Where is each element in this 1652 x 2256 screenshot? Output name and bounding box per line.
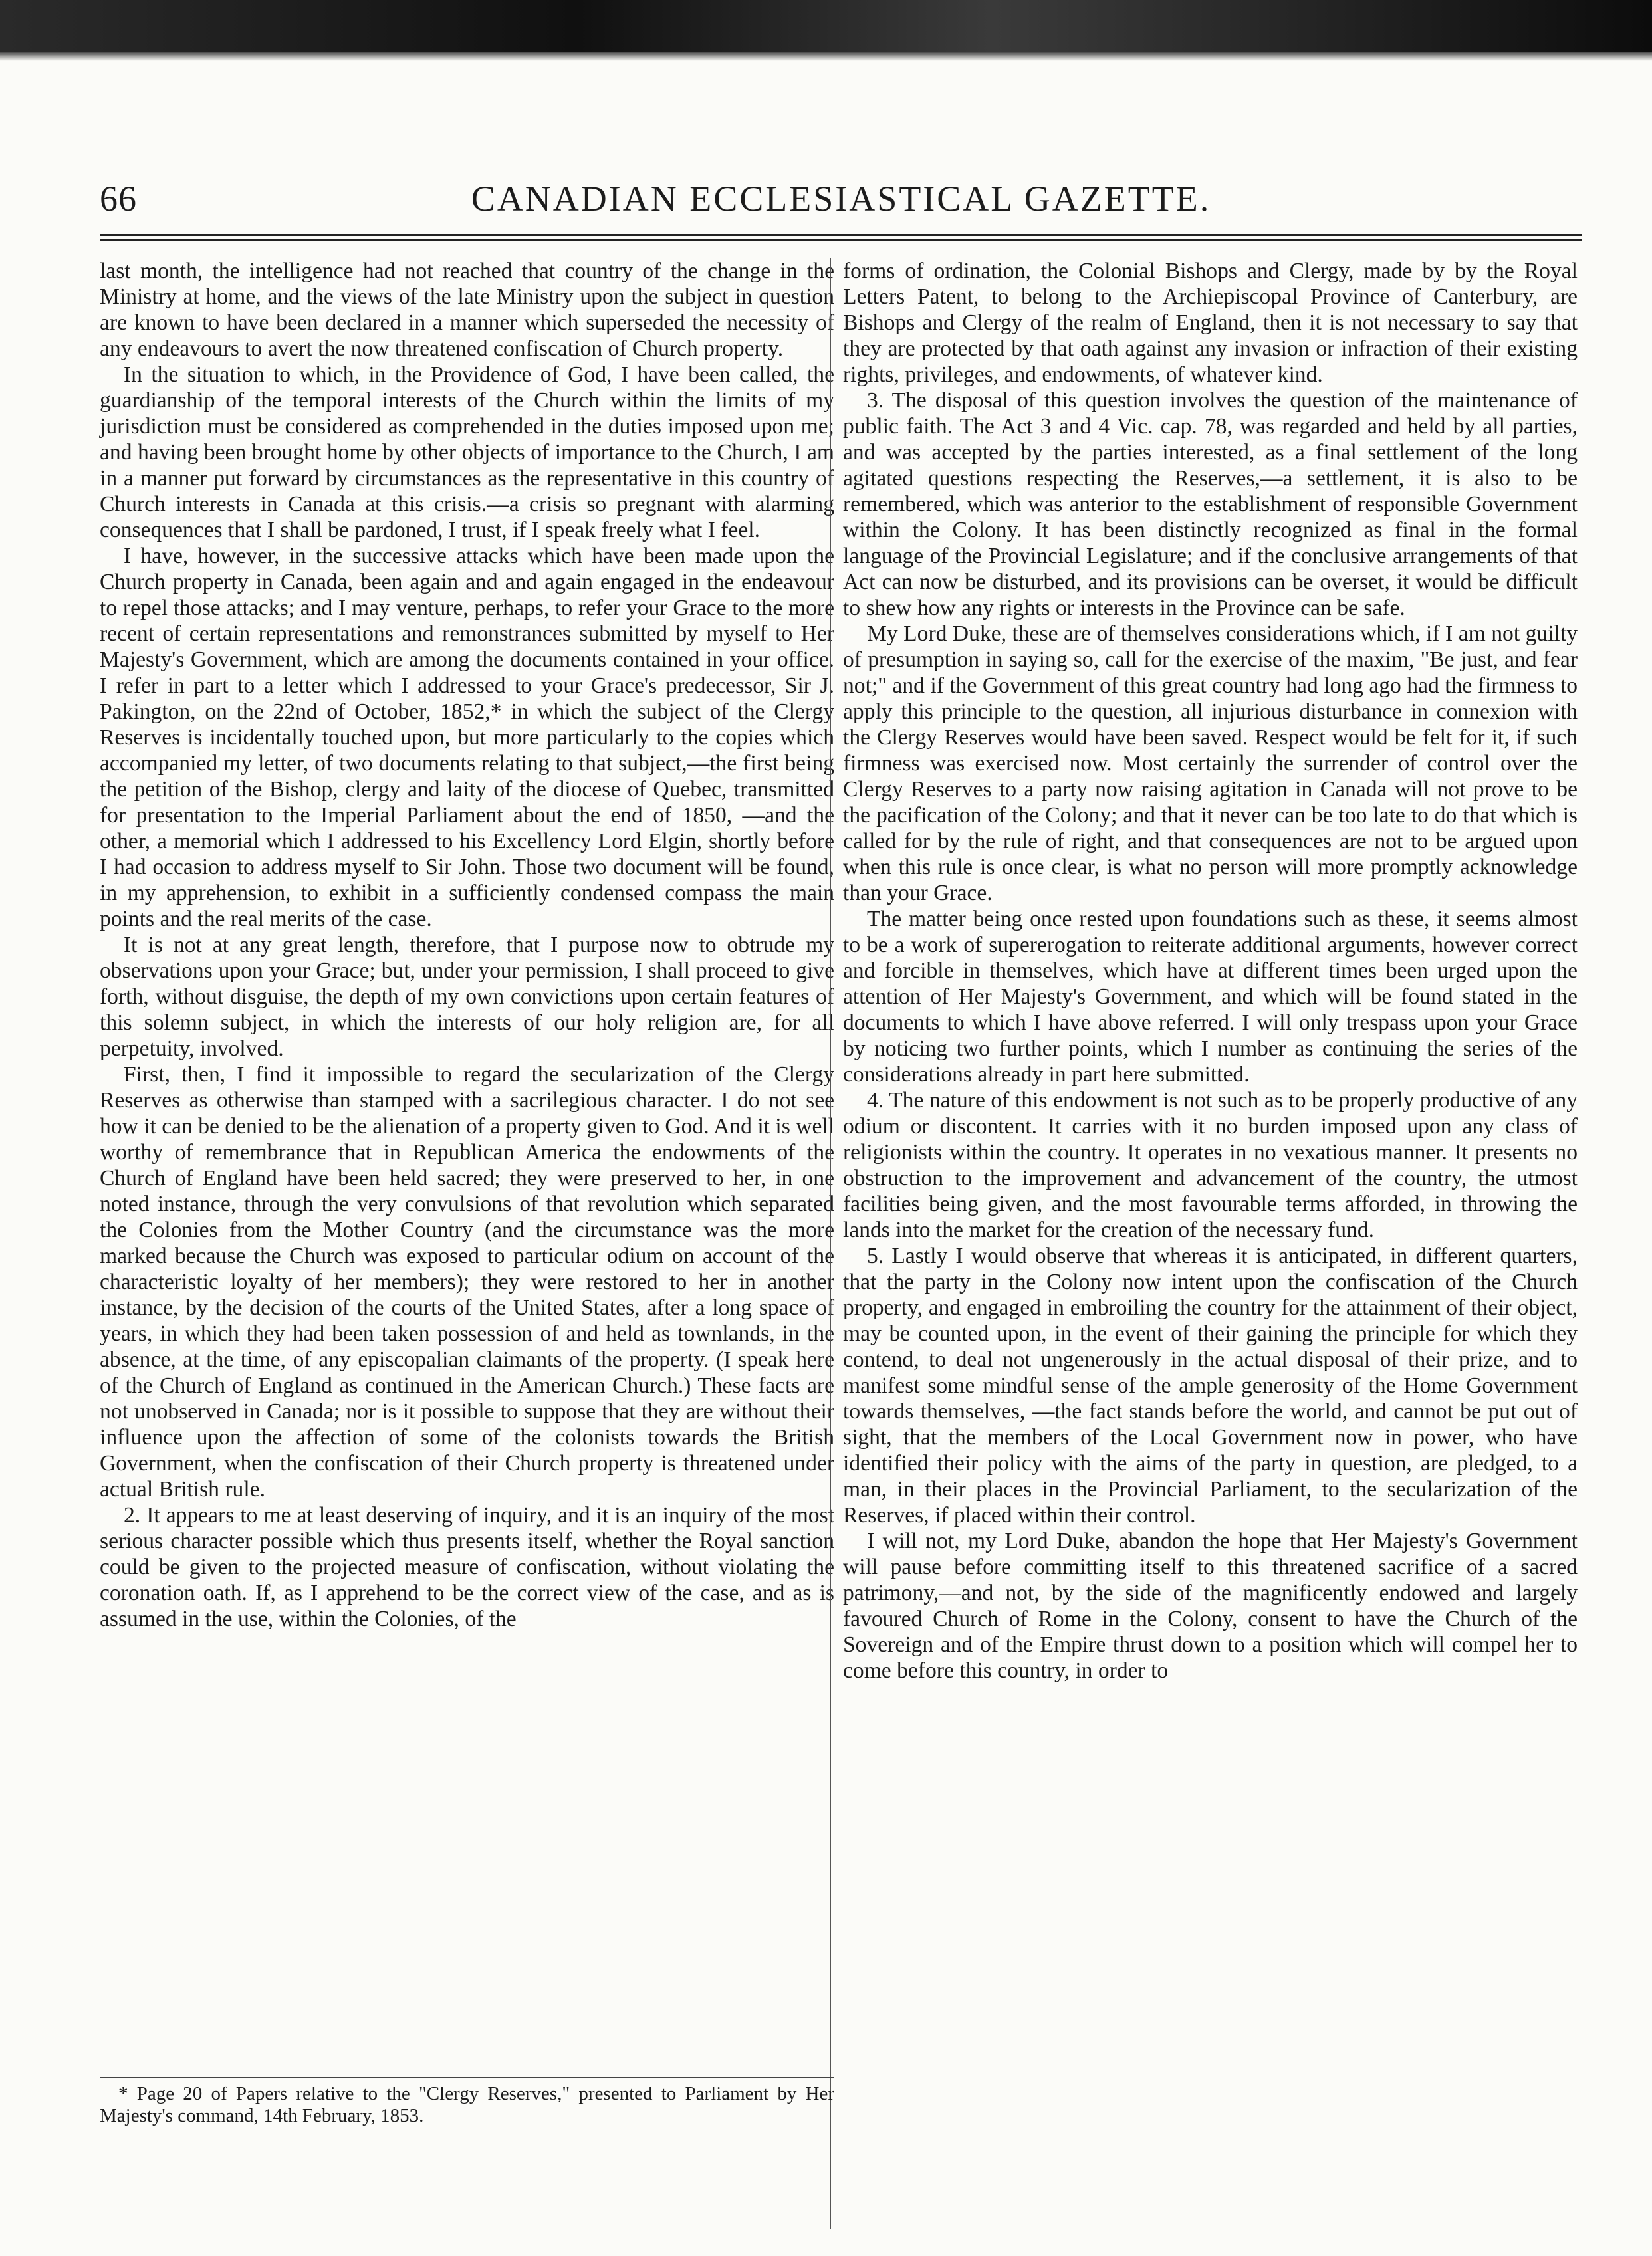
header-rule-lower <box>100 239 1582 241</box>
right-paragraph-1: forms of ordination, the Colonial Bishops and Clergy, made by by the Royal Letters Patent, to belong to the Archiepiscopal Province of Canterbury, are Bishops and Clergy of the realm of England, then it is not necessary to say that they are protected by that oath against any invasion or infraction of their existing rights, privileges, and endowments, of whatever kind. <box>843 259 1578 387</box>
left-paragraph-6: 2. It appears to me at least deserving of inquiry, and it is an inquiry of the most serious character possible which thus presents itself, whether the Royal sanction could be given to the projected measure of confiscation, without violating the coronation oath. If, as I apprehend to be the correct view of the case, and as is assumed in the use, within the Colonies, of the <box>100 1503 834 1631</box>
right-paragraph-6: 5. Lastly I would observe that whereas it is anticipated, in different quarters, that the party in the Colony now intent upon the confiscation of the Church property, and engaged in embroiling the country for the attainment of their object, may be counted upon, in the event of their gaining the principle for which they contend, to deal not ungenerously in the actual disposal of their prize, and to manifest some mindful sense of the ample generosity of the Home Government towards themselves, —the fact stands before the world, and cannot be put out of sight, that the members of the Local Government now in power, who have identified their policy with the aims of the party in question, are pledged, to a man, in their places in the Provincial Parliament, to the secularization of the Reserves, if placed within their control. <box>843 1244 1578 1527</box>
scan-border-fade <box>0 52 1652 61</box>
running-head: CANADIAN ECCLESIASTICAL GAZETTE. <box>471 179 1211 219</box>
right-column <box>843 258 1578 2225</box>
right-paragraph-2: 3. The disposal of this question involves the question of the maintenance of public faith. The Act 3 and 4 Vic. cap. 78, was regarded and held by all parties, and was accepted by the parties interested, as a final settlement of the long agitated questions respecting the Reserves,—a settlement, it is also to be remembered, which was anterior to the establishment of responsible Government within the Colony. It has been distinctly recognized as final in the formal language of the Provincial Legislature; and if the conclusive arrangements of that Act can now be disturbed, and its provisions can be overset, it would be difficult to shew how any rights or interests in the Province can be safe. <box>843 388 1578 620</box>
right-paragraph-4: The matter being once rested upon foundations such as these, it seems almost to be a work of supererogation to reiterate additional arguments, however correct and forcible in themselves, which have at different times been urged upon the attention of Her Majesty's Government, and which will be found stated in the documents to which I have above referred. I will only trespass upon your Grace by noticing two further points, which I number as continuing the series of the considerations already in part here submitted. <box>843 907 1578 1087</box>
left-column <box>100 258 834 2225</box>
right-paragraph-5: 4. The nature of this endowment is not such as to be properly productive of any odium or discontent. It carries with it no burden imposed upon any class of religionists within the country. It operates in no vexatious manner. It presents no obstruction to the improvement and advancement of the country, the utmost facilities being given, and the most favourable terms afforded, in throwing the lands into the market for the creation of the necessary fund. <box>843 1088 1578 1242</box>
right-paragraph-7: I will not, my Lord Duke, abandon the hope that Her Majesty's Government will pause before committing itself to this threatened sacrifice of a sacred patrimony,—and not, by the side of the magnificently endowed and largely favoured Church of Rome in the Colony, consent to have the Church of the Sovereign and of the Empire thrust down to a position which will compel her to come before this country, in order to <box>843 1529 1578 1683</box>
footnote-rule <box>100 2077 834 2078</box>
right-paragraph-3: My Lord Duke, these are of themselves considerations which, if I am not guilty of presumption in saying so, call for the exercise of the maxim, "Be just, and fear not;" and if the Government of this great country had long ago had the firmness to apply this principle to the question, all injurious disturbance in connexion with the Clergy Reserves would have been saved. Respect would be felt for it, if such firmness was exercised now. Most certainly the surrender of control over the Clergy Reserves to a party now raising agitation in Canada will not prove to be the pacification of the Colony; and that it never can be too late to do that which is called for by the rule of right, and that consequences are not to be argued upon when this rule is once clear, is what no person will more promptly acknowledge than your Grace. <box>843 621 1578 905</box>
left-paragraph-5: First, then, I find it impossible to regard the secularization of the Clergy Reserves as otherwise than stamped with a sacrilegious character. I do not see how it can be denied to be the alienation of a property given to God. And it is well worthy of remembrance that in Republican America the endowments of the Church of England have been held sacred; they were preserved to her, in one noted instance, through the very convulsions of that revolution which separated the Colonies from the Mother Country (and the circumstance was the more marked because the Church was exposed to particular odium on account of the characteristic loyalty of her members); they were restored to her in another instance, by the decision of the courts of the United States, after a long space of years, in which they had been taken possession of and held as townlands, in the absence, at the time, of any episcopalian claimants of the property. (I speak here of the Church of England as continued in the American Church.) These facts are not unobserved in Canada; nor is it possible to suppose that they are without their influence upon the affection of some of the colonists towards the British Government, when the confiscation of their Church property is threatened under actual British rule. <box>100 1062 835 1502</box>
left-paragraph-4: It is not at any great length, therefore, that I purpose now to obtrude my observations upon your Grace; but, under your permission, I shall proceed to give forth, without disguise, the depth of my own convictions upon certain features of this solemn subject, in which the interests of our holy religion are, for all perpetuity, involved. <box>100 933 834 1061</box>
page-number: 66 <box>100 179 137 219</box>
footnote: * Page 20 of Papers relative to the "Clergy Reserves," presented to Parliament by Her Majesty's command, 14th February, 1853. <box>100 2083 834 2126</box>
column-divider <box>830 258 831 2229</box>
left-paragraph-3: I have, however, in the successive attacks which have been made upon the Church property in Canada, been again and and again engaged in the endeavour to repel those attacks; and I may venture, perhaps, to refer your Grace to the more recent of certain representations and remonstrances submitted by myself to Her Majesty's Government, which are among the documents contained in your office. I refer in part to a letter which I addressed to your Grace's predecessor, Sir J. Pakington, on the 22nd of October, 1852,* in which the subject of the Clergy Reserves is incidentally touched upon, but more particularly to the copies which accompanied my letter, of two documents relating to that subject,—the first being the petition of the Bishop, clergy and laity of the diocese of Quebec, transmitted for presentation to the Imperial Parliament about the end of 1850, —and the other, a memorial which I addressed to his Excellency Lord Elgin, shortly before I had occasion to address myself to Sir John. Those two document will be found, in my apprehension, to exhibit in a sufficiently condensed compass the main points and the real merits of the case. <box>100 544 834 931</box>
left-paragraph-2: In the situation to which, in the Providence of God, I have been called, the guardianship of the temporal interests of the Church within the limits of my jurisdiction must be considered as comprehended in the duties imposed upon me; and having been brought home by other objects of importance to the Church, I am in a manner put forward by circumstances as the representative in this country of Church interests in Canada at this crisis.—a crisis so pregnant with alarming consequences that I shall be pardoned, I trust, if I speak freely what I feel. <box>100 362 834 542</box>
left-paragraph-1: last month, the intelligence had not reached that country of the change in the Ministry at home, and the views of the late Ministry upon the subject in question are known to have been declared in a manner which superseded the necessity of any endeavours to avert the now threatened confiscation of Church property. <box>100 259 834 361</box>
scan-border <box>0 0 1652 52</box>
page-header <box>100 178 1582 231</box>
header-rule-upper <box>100 234 1582 236</box>
